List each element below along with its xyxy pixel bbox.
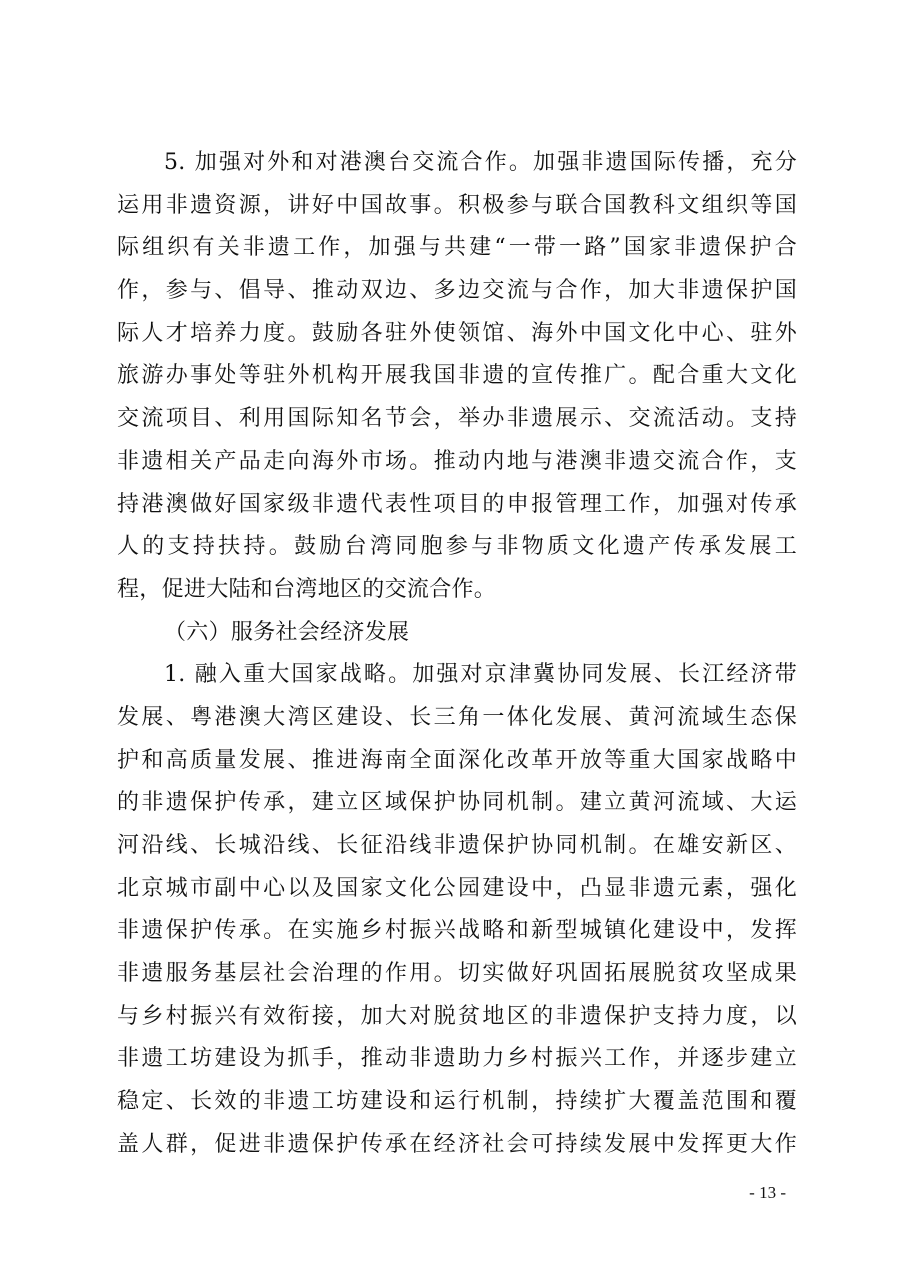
text-line: 际人才培养力度。鼓励各驻外使领馆、海外中国文化中心、驻外	[117, 320, 797, 346]
text-line: 交流项目、利用国际知名节会，举办非遗展示、交流活动。支持	[117, 406, 797, 432]
paragraph-5-heading-line: 5. 加强对外和对港澳台交流合作。加强非遗国际传播，充分	[164, 150, 797, 175]
page-number: - 13 -	[749, 1183, 786, 1202]
text-line: 非遗服务基层社会治理的作用。切实做好巩固拓展脱贫攻坚成果	[117, 961, 797, 987]
text-line: 程，促进大陆和台湾地区的交流合作。	[117, 576, 497, 602]
text-line: 旅游办事处等驻外机构开展我国非遗的宣传推广。配合重大文化	[117, 363, 797, 389]
text-line: 持港澳做好国家级非遗代表性项目的申报管理工作，加强对传承	[117, 491, 797, 517]
text-line: 与乡村振兴有效衔接，加大对脱贫地区的非遗保护支持力度，以	[117, 1003, 797, 1029]
text-line: 人的支持扶持。鼓励台湾同胞参与非物质文化遗产传承发展工	[117, 534, 797, 560]
text-line: 际组织有关非遗工作，加强与共建“一带一路”国家非遗保护合	[117, 235, 797, 261]
text-line: 稳定、长效的非遗工坊建设和运行机制，持续扩大覆盖范围和覆	[117, 1089, 797, 1115]
text-line: 发展、粤港澳大湾区建设、长三角一体化发展、黄河流域生态保	[117, 704, 797, 730]
text-line: 作，参与、倡导、推动双边、多边交流与合作，加大非遗保护国	[117, 278, 797, 304]
body-text	[117, 142, 797, 1167]
text-line: 的非遗保护传承，建立区域保护协同机制。建立黄河流域、大运	[117, 790, 797, 816]
paragraph-1-heading-line: 1. 融入重大国家战略。加强对京津冀协同发展、长江经济带	[164, 662, 797, 688]
text-line: 北京城市副中心以及国家文化公园建设中，凸显非遗元素，强化	[117, 875, 797, 901]
text-line: 护和高质量发展、推进海南全面深化改革开放等重大国家战略中	[117, 747, 797, 773]
text-line: 运用非遗资源，讲好中国故事。积极参与联合国教科文组织等国	[117, 192, 797, 218]
text-line: 非遗相关产品走向海外市场。推动内地与港澳非遗交流合作，支	[117, 448, 797, 474]
text-line: 非遗保护传承。在实施乡村振兴战略和新型城镇化建设中，发挥	[117, 918, 797, 944]
section-heading: （六）服务社会经济发展	[164, 619, 410, 645]
text-line: 河沿线、长城沿线、长征沿线非遗保护协同机制。在雄安新区、	[117, 833, 797, 858]
text-line: 盖人群，促进非遗保护传承在经济社会可持续发展中发挥更大作	[117, 1131, 797, 1157]
text-line: 非遗工坊建设为抓手，推动非遗助力乡村振兴工作，并逐步建立	[117, 1046, 797, 1072]
